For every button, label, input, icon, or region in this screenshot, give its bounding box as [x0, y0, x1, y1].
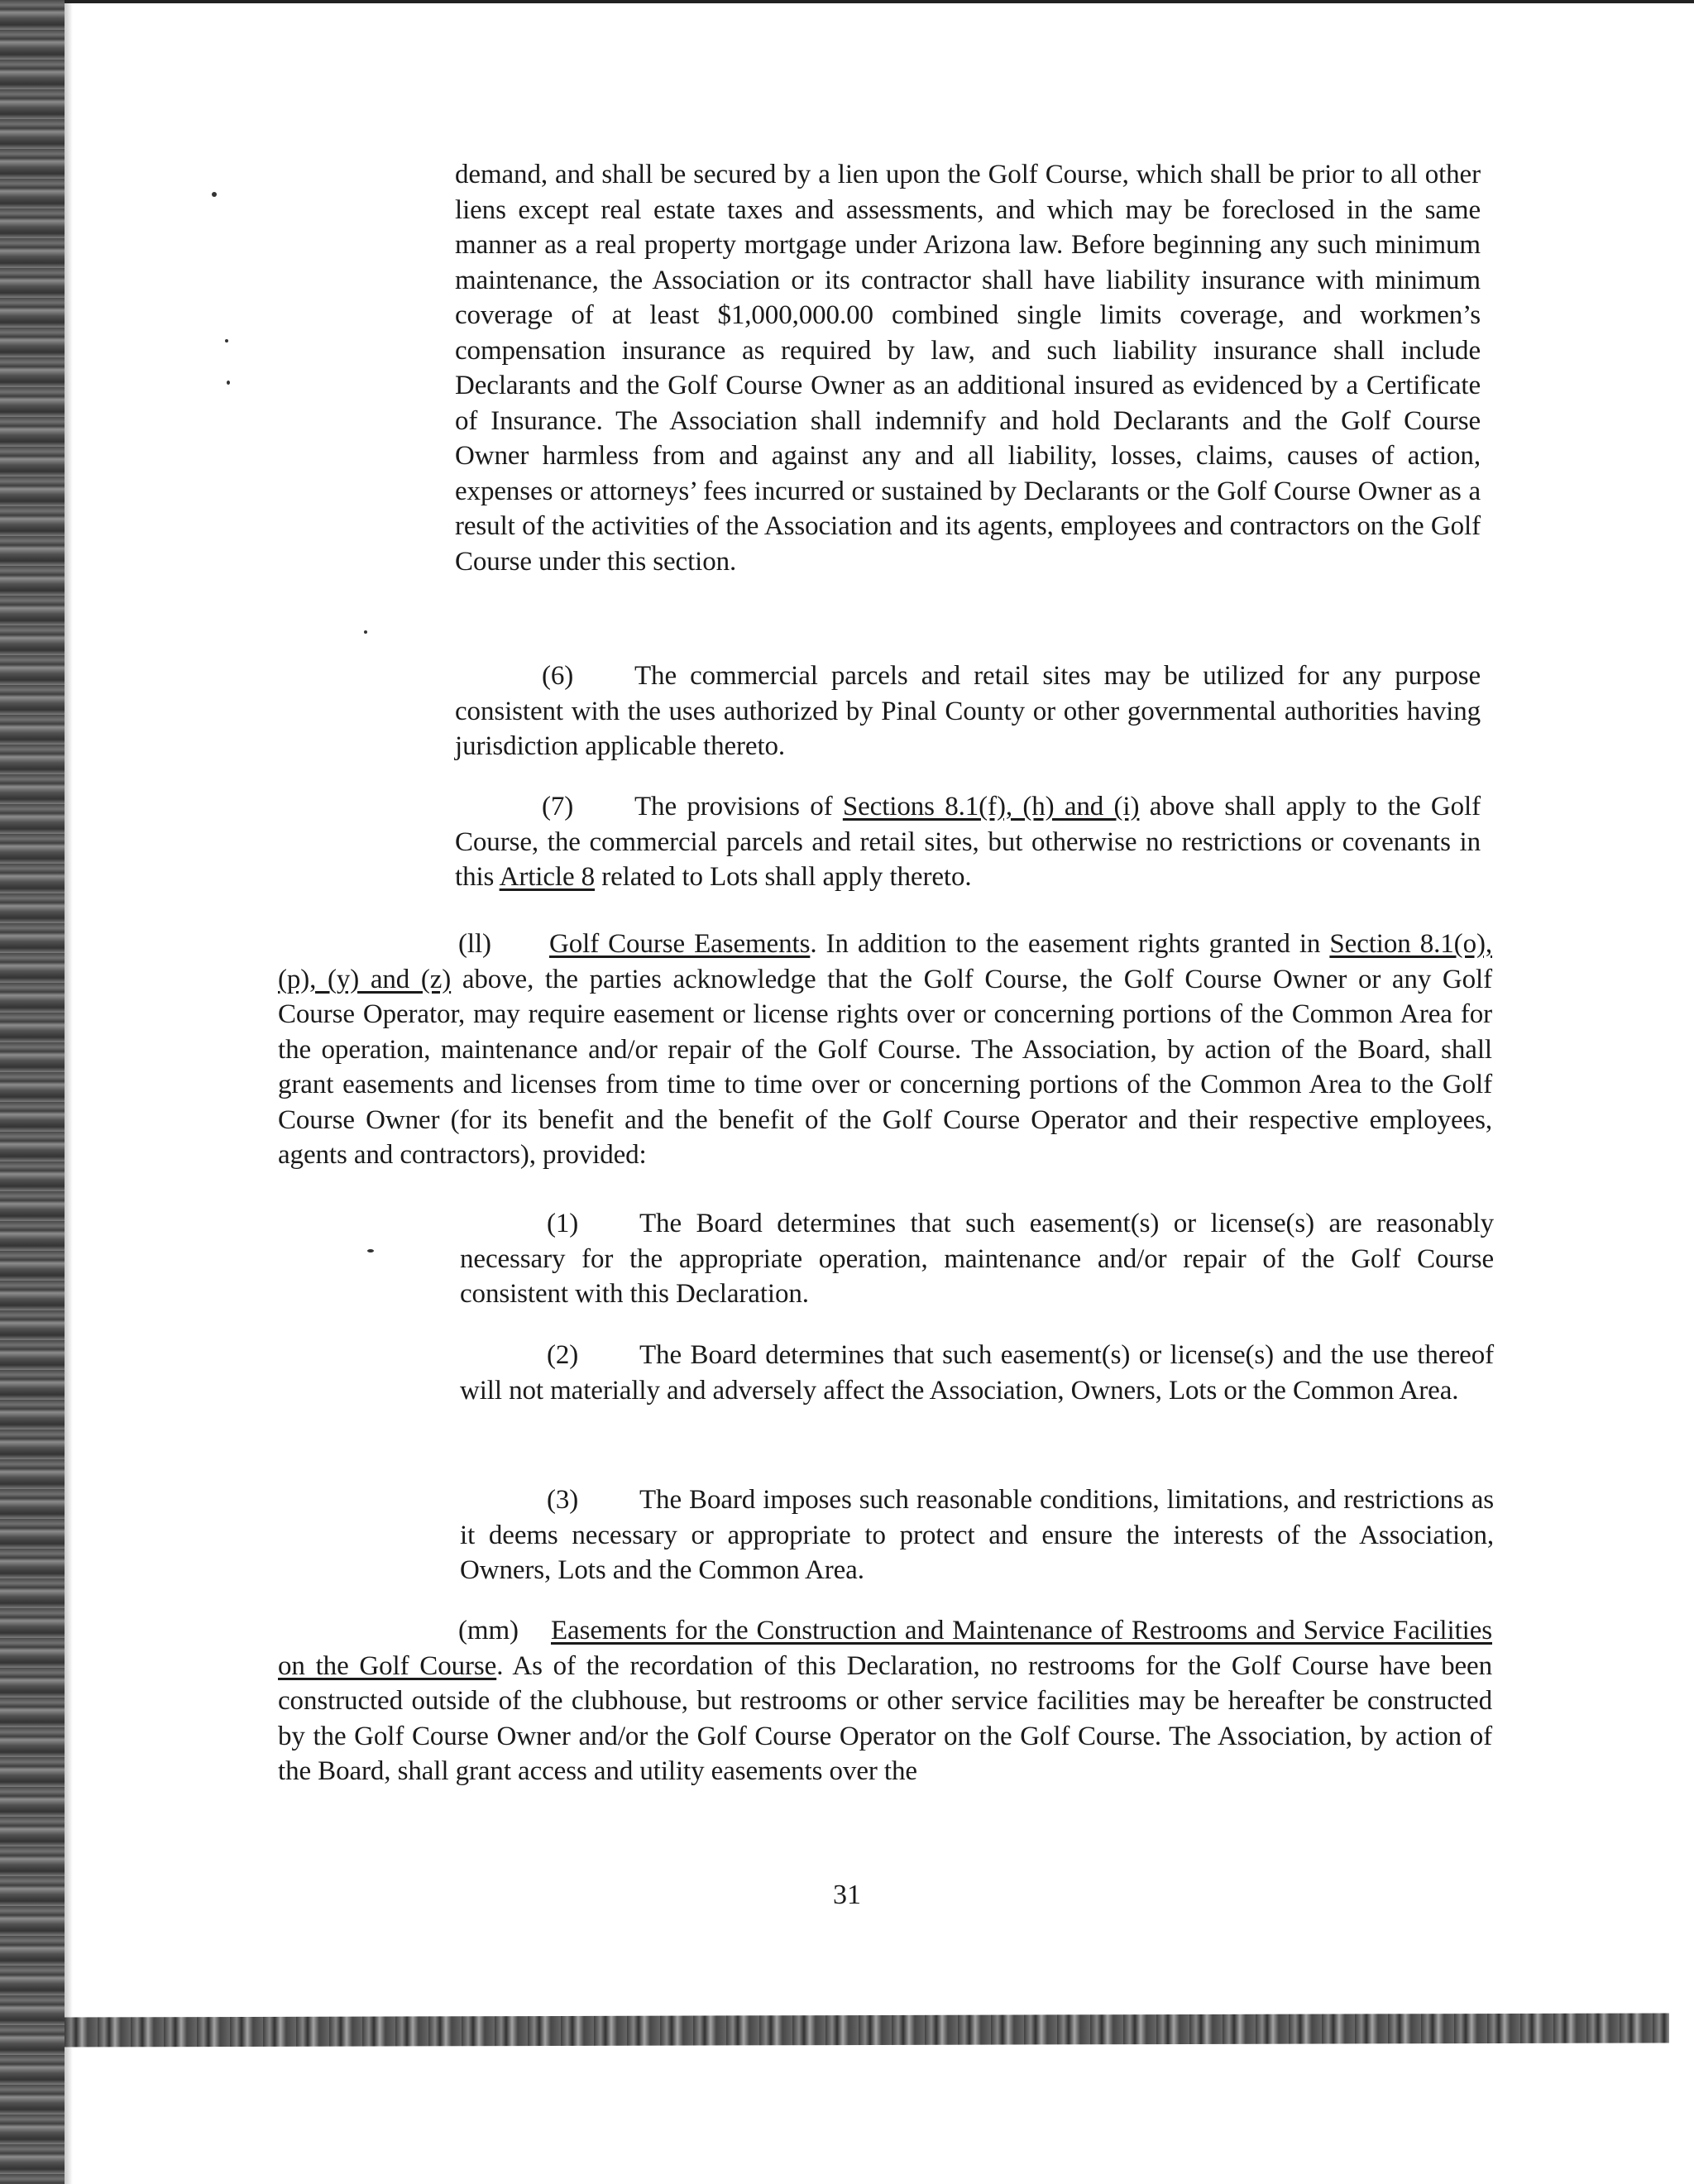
item-6: [455, 659, 1481, 764]
section-mm-heading: Easements for the Construction and Maintenance of Restrooms and Service Facilities on the Golf Course: [278, 1616, 1492, 1681]
section-ll-heading: Golf Course Easements: [549, 929, 811, 959]
item-6-label: (6): [542, 661, 574, 691]
item-7-label: (7): [542, 792, 574, 821]
section-mm-text: . As of the recordation of this Declaration, no restrooms for the Golf Course have been constructed outside of the clubhouse, but restrooms or other service facilities may be hereafter be constructed by the Golf Course Owner and/or the Golf Course Operator on the Golf Course. The Association, by action of the Board, shall grant access and utility easements over the: [278, 1650, 1492, 1786]
scan-left-edge: [0, 0, 65, 2184]
paragraph-top: [455, 157, 1481, 579]
section-ll-item-3: [460, 1482, 1494, 1588]
section-mm: [278, 1613, 1492, 1789]
section-ll-section-ref: Section 8.1(o), (p), (y) and (z): [278, 929, 1493, 994]
scan-speck: [367, 1249, 374, 1252]
section-ll-item-3-label: (3): [547, 1485, 579, 1515]
scan-speck: [225, 339, 228, 342]
section-ll-text-a: . In addition to the easement rights granted in: [810, 929, 1330, 959]
item-7: [455, 789, 1481, 895]
scan-speck: [227, 381, 230, 385]
item-7-section-ref: Sections 8.1(f), (h) and (i): [842, 792, 1140, 821]
scan-top-line: [65, 0, 1694, 3]
scan-bottom-band: [65, 2013, 1669, 2047]
item-7-text-a: The provisions of: [634, 792, 843, 821]
page-number: 31: [833, 1880, 861, 1910]
section-ll-item-1-label: (1): [547, 1209, 579, 1238]
item-7-article-ref: Article 8: [499, 862, 596, 892]
section-ll-item-2-text: The Board determines that such easement(s) or license(s) and the use thereof will not materially and adversely affect the Association, Owners, Lots or the Common Area.: [460, 1340, 1494, 1406]
section-ll-text-b: above, the parties acknowledge that the Golf Course, the Golf Course Owner or any Golf Course Operator, may require easement or license rights over or concerning portions of the Common Area for the operation, maintenance and/or repair of the Golf Course. The Association, by action of the Board, shall grant easements and licenses from time to time over or concerning portions of the Common Area to the Golf Course Owner (for its benefit and the benefit of the Golf Course Operator and their respective employees, agents and contractors), provided:: [278, 964, 1492, 1170]
scan-speck: [212, 192, 217, 197]
item-6-text: The commercial parcels and retail sites may be utilized for any purpose consistent with the uses authorized by Pinal County or other governmental authorities having jurisdiction applicable thereto.: [455, 661, 1481, 761]
section-ll: [278, 927, 1492, 1173]
section-ll-label: (ll): [458, 929, 491, 959]
section-ll-item-2: [460, 1338, 1494, 1408]
section-ll-item-2-label: (2): [547, 1340, 579, 1370]
item-7-text-c: related to Lots shall apply thereto.: [595, 862, 972, 892]
paragraph-top-text: demand, and shall be secured by a lien upon the Golf Course, which shall be prior to all other liens except real estate taxes and assessments, and which may be foreclosed in the same manner as a real property mortgage under Arizona law. Before beginning any such minimum maintenance, the Association or its contractor shall have liability insurance with minimum coverage of at least $1,000,000.00 combined single limits coverage, and workmen’s compensation insurance as required by law, and such liability insurance shall include Declarants and the Golf Course Owner as an additional insured as evidenced by a Certificate of Insurance. The Association shall indemnify and hold Declarants and the Golf Course Owner harmless from and against any and all liability, losses, claims, causes of action, expenses or attorneys’ fees incurred or sustained by Declarants or the Golf Course Owner as a result of the activities of the Association and its agents, employees and contractors on the Golf Course under this section.: [455, 160, 1481, 577]
item-7-text-b: above shall apply to the Golf Course, the commercial parcels and retail sites, but otherwise no restrictions or covenants in this: [455, 792, 1481, 892]
section-ll-item-1-text: The Board determines that such easement(s) or license(s) are reasonably necessary for the appropriate operation, maintenance and/or repair of the Golf Course consistent with this Declaration.: [460, 1209, 1494, 1309]
section-ll-item-1: [460, 1206, 1494, 1312]
section-mm-label: (mm): [458, 1616, 519, 1645]
section-ll-item-3-text: The Board imposes such reasonable conditions, limitations, and restrictions as it deems necessary or appropriate to protect and ensure the interests of the Association, Owners, Lots and the Common Area.: [460, 1485, 1494, 1585]
scan-speck: [364, 630, 367, 634]
